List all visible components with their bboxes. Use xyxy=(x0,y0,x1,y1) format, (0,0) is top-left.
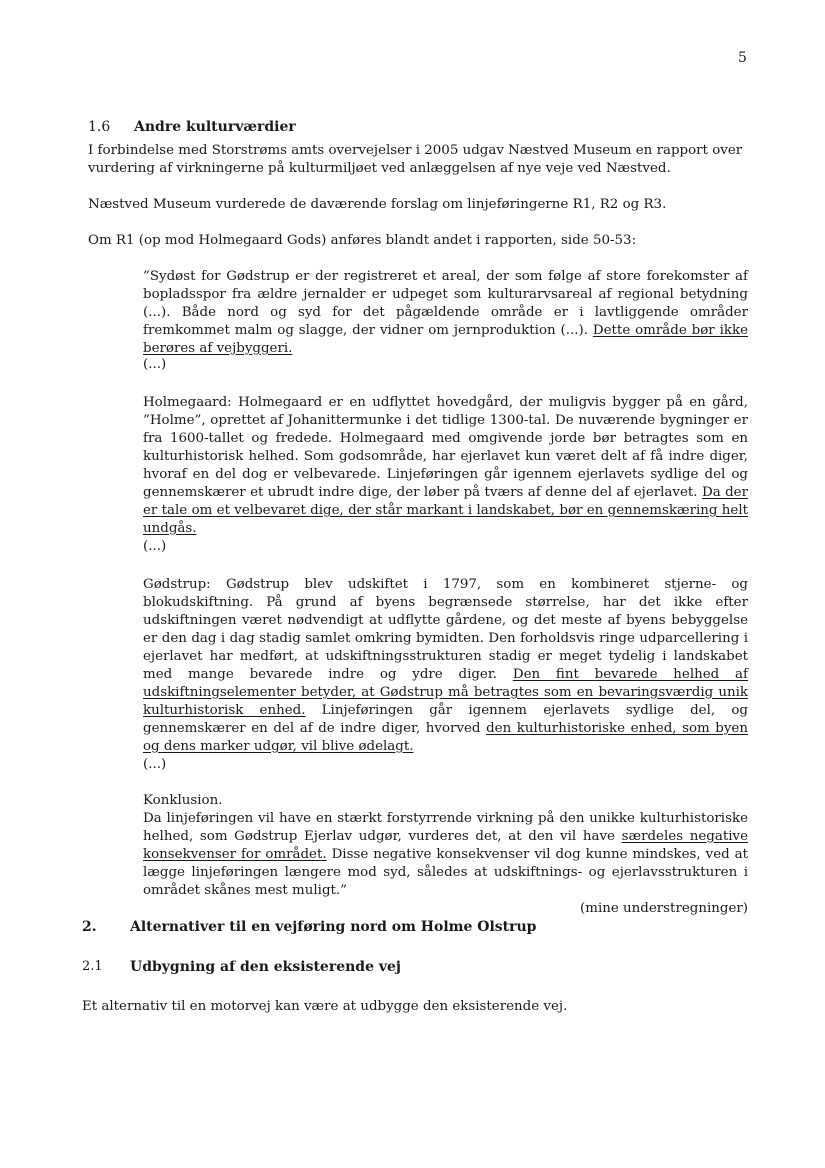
quote-text: Gødstrup: Gødstrup blev udskiftet i 1797, som en kombineret stjerne- og blokudskiftning. På grund af byens begrænsede størrelse, har det ikke efter udskiftningen været nødvendigt at udflytte gårdene, og det meste af byens bebyggelse er den dag i dag stadig samlet omkring bymidten. Den forholdsvis ringe udparcellering i ejerlavet har medført, at udskiftningsstrukturen stadig er meget tydelig i landskabet med mange bevarede indre og ydre diger. xyxy=(143,577,748,682)
quote-underlined: Den fint bevarede helhed af udskiftningselementer betyder, at Gødstrup må betragtes som en bevaringsværdig unik kulturhistorisk enhed. xyxy=(143,667,748,718)
quote-note: (mine understregninger) xyxy=(580,901,748,916)
paragraph-alternative: Et alternativ til en motorvej kan være at udbygge den eksisterende vej. xyxy=(82,999,568,1014)
section-number: 2. xyxy=(82,919,97,935)
quote-text: Disse negative konsekvenser vil dog kunne mindskes, ved at lægge linjeføringen længere mod syd, således at udskiftnings- og ejerlavsstrukturen i området skånes mest muligt.” xyxy=(143,847,749,898)
quote-paragraph-holmegaard xyxy=(143,394,748,538)
quote-text: ”Sydøst for Gødstrup er der registreret et areal, der som følge af store forekomster af bopladsspor fra ældre jernalder er udpeget som kulturarvsareal af regional betydning (...). Både nord og syd for det pågældende område er i lavtliggende områder fremkommet malm og slagge, der vidner om jernproduktion (...). xyxy=(143,269,748,338)
quote-text: Linjeføringen går igennem ejerlavets sydlige del, og gennemskærer en del af de indre diger, hvorved xyxy=(143,703,748,736)
page-number: 5 xyxy=(738,50,747,66)
section-title: Andre kulturværdier xyxy=(134,119,296,135)
section-number: 1.6 xyxy=(88,119,111,135)
paragraph-intro: I forbindelse med Storstrøms amts overvejelser i 2005 udgav Næstved Museum en rapport over vurdering af virkningerne på kulturmiljøet ved anlæggelsen af nye veje ved Næstved. xyxy=(88,143,743,176)
quote-conclusion-label: Konklusion. xyxy=(143,793,223,808)
quote-ellipsis-3: (...) xyxy=(143,757,167,772)
quote-underlined: særdeles negative konsekvenser for området. xyxy=(143,829,748,862)
quote-underlined: den kulturhistoriske enhed, som byen og dens marker udgør, vil blive ødelagt. xyxy=(143,721,748,754)
quote-text: Da linjeføringen vil have en stærkt forstyrrende virkning på den unikke kulturhistoriske helhed, som Gødstrup Ejerlav udgør, vurderes det, at den vil have xyxy=(143,811,748,844)
paragraph-evaluation: Næstved Museum vurderede de daværende forslag om linjeføringerne R1, R2 og R3. xyxy=(88,197,667,212)
quote-underlined: Dette område bør ikke berøres af vejbyggeri. xyxy=(143,323,749,356)
quote-underlined: Da der er tale om et velbevaret dige, der står markant i landskabet, bør en gennemskæring helt undgås. xyxy=(143,485,748,536)
section-title: Alternativer til en vejføring nord om Holme Olstrup xyxy=(130,919,537,935)
paragraph-r1: Om R1 (op mod Holmegaard Gods) anføres blandt andet i rapporten, side 50-53: xyxy=(88,233,637,248)
section-number: 2.1 xyxy=(82,959,103,974)
quote-ellipsis-1: (...) xyxy=(143,357,167,372)
quote-ellipsis-2: (...) xyxy=(143,539,167,554)
quote-paragraph-conclusion xyxy=(143,810,748,918)
quote-text: Holmegaard: Holmegaard er en udflyttet hovedgård, der muligvis bygger på en gård, ”Holme”, oprettet af Johanittermunke i det tidlige 1300-tal. De nuværende bygninger er fra 1600-tallet og fredede. Holmegaard med omgivende jorde bør betragtes som en kulturhistorisk helhed. Som godsområde, har ejerlavet kun været delt af få indre diger, hvoraf en del dog er velbevarede. Linjeføringen går igennem ejerlavets sydlige del og gennemskærer et ubrudt indre dige, der løber på tværs af denne del af ejerlavet. xyxy=(143,395,748,500)
quote-paragraph-1 xyxy=(143,268,748,358)
section-title: Udbygning af den eksisterende vej xyxy=(130,959,401,975)
quote-paragraph-godstrup xyxy=(143,576,748,756)
